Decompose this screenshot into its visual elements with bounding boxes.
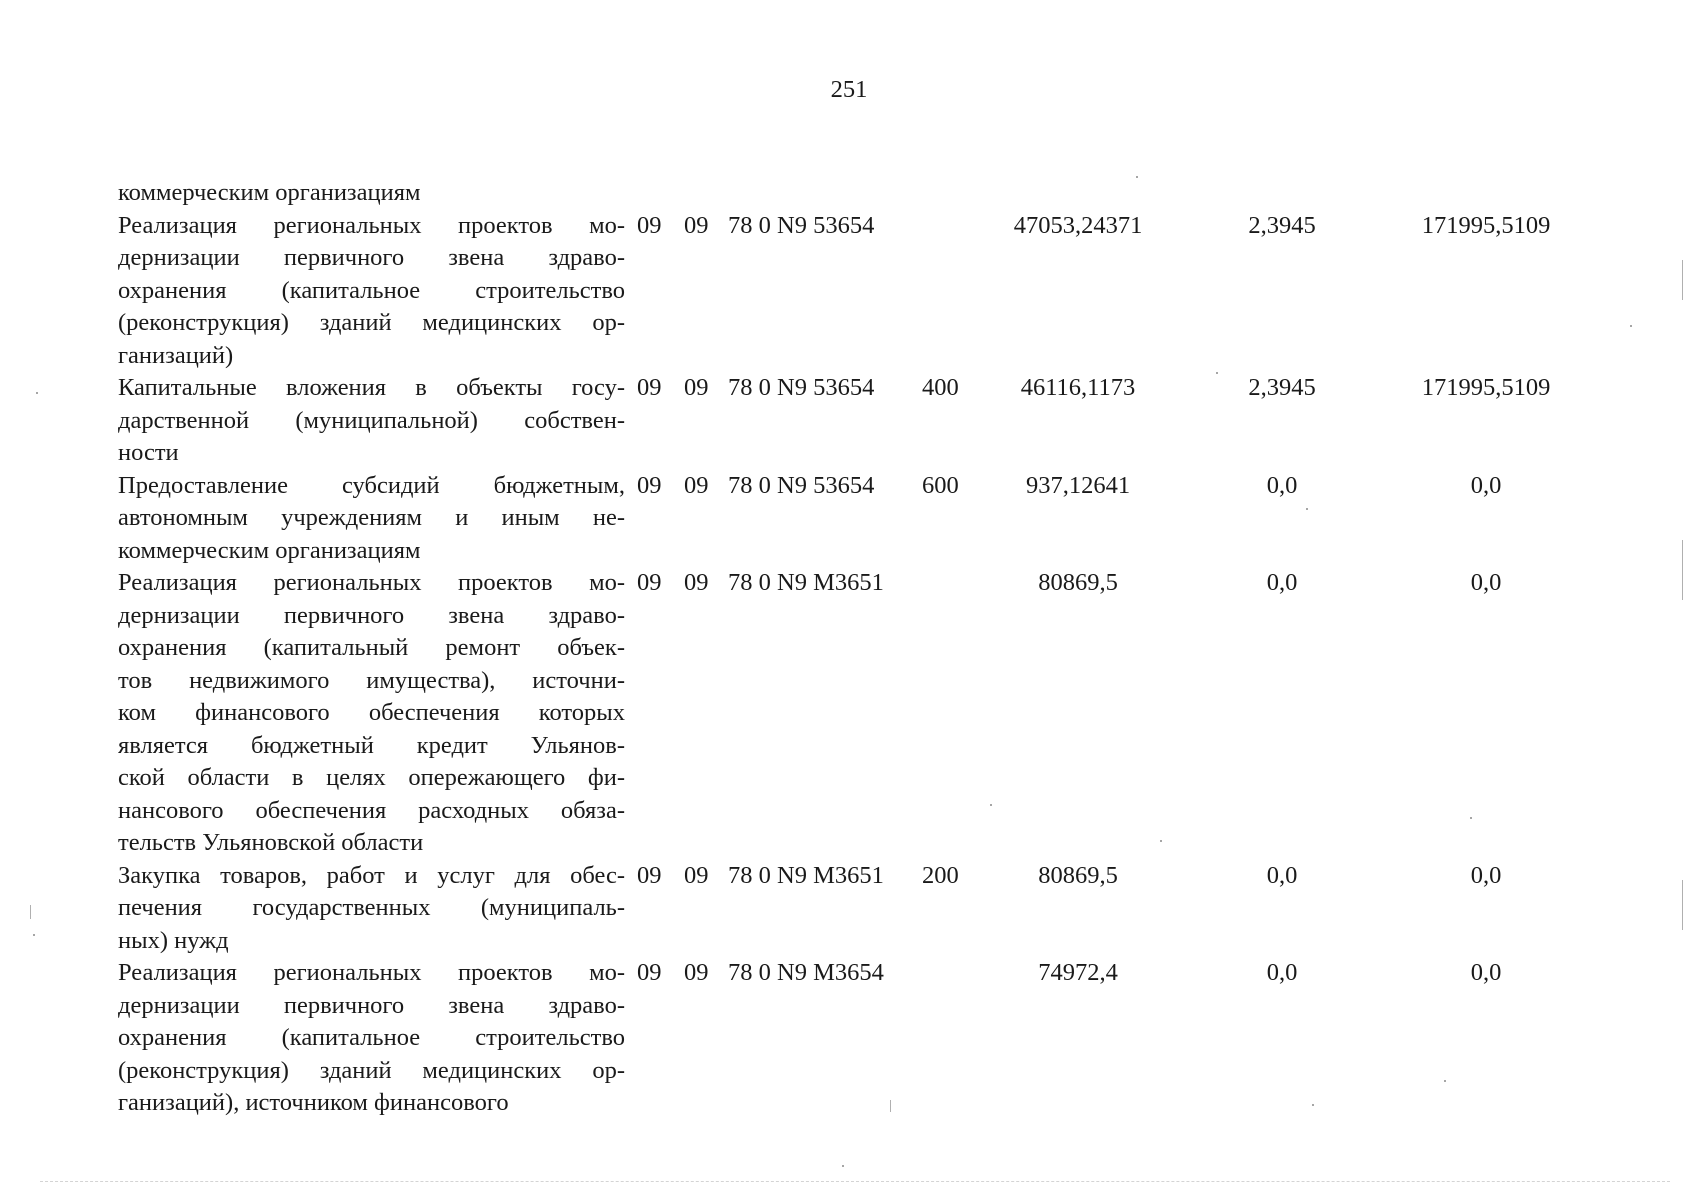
row-csr-cell: 78 0 N9 M3651 bbox=[728, 861, 884, 889]
row-name-line: (реконструкция) зданий медицинских ор- bbox=[118, 1056, 625, 1084]
row-name-line: ганизаций), источником финансового bbox=[118, 1089, 509, 1116]
table-row bbox=[118, 860, 1586, 958]
row-sum1-cell: 80869,5 bbox=[1038, 861, 1118, 889]
row-vr-cell: 200 bbox=[922, 861, 959, 889]
row-rz-cell: 09 bbox=[637, 211, 662, 239]
row-vr-cell bbox=[922, 957, 978, 1120]
row-name-line: ской области в целях опережающего фи- bbox=[118, 764, 625, 791]
row-pr-cell: 09 bbox=[684, 471, 709, 499]
table-row bbox=[118, 210, 1586, 373]
scan-speck bbox=[1444, 1080, 1446, 1082]
row-sum1-cell: 80869,5 bbox=[1038, 569, 1118, 596]
row-name-line: ганизаций) bbox=[118, 341, 234, 369]
row-name-line: ности bbox=[118, 439, 179, 466]
row-name-line: нансового обеспечения расходных обяза- bbox=[118, 796, 625, 824]
row-csr-cell: 78 0 N9 53654 bbox=[728, 211, 875, 239]
row-sum1-cell: 74972,4 bbox=[1038, 959, 1118, 986]
row-sum1-cell bbox=[978, 177, 1178, 210]
row-sum2-cell: 2,3945 bbox=[1248, 374, 1316, 401]
row-name-line: дернизации первичного звена здраво- bbox=[118, 991, 625, 1019]
row-sum2-cell: 0,0 bbox=[1266, 861, 1298, 889]
scan-edge-mark bbox=[1682, 540, 1683, 600]
row-name-line: является бюджетный кредит Ульянов- bbox=[118, 731, 625, 759]
table-body bbox=[118, 177, 1586, 1120]
scan-speck bbox=[1136, 176, 1138, 178]
row-csr-cell: 78 0 N9 53654 bbox=[728, 471, 875, 499]
row-name-line: коммерческим организациям bbox=[118, 536, 421, 564]
scan-speck bbox=[842, 1165, 844, 1167]
row-vr-cell: 600 bbox=[922, 471, 959, 499]
row-sum1-cell: 937,12641 bbox=[1025, 471, 1131, 499]
scan-speck bbox=[36, 392, 38, 394]
scan-speck bbox=[1312, 1104, 1314, 1106]
table-row bbox=[118, 567, 1586, 860]
row-sum2-cell: 0,0 bbox=[1266, 471, 1298, 499]
row-pr-cell: 09 bbox=[684, 211, 709, 239]
row-sum3-cell: 0,0 bbox=[1470, 569, 1502, 596]
row-sum3-cell: 0,0 bbox=[1470, 861, 1502, 889]
row-rz-cell: 09 bbox=[637, 374, 662, 401]
row-sum3-cell bbox=[1386, 177, 1586, 210]
budget-allocation-table bbox=[118, 177, 1586, 1120]
row-name-line: охранения (капитальное строительство bbox=[118, 1024, 625, 1051]
row-name-line: Реализация региональных проектов мо- bbox=[118, 569, 625, 596]
scan-speck bbox=[1160, 840, 1162, 842]
row-name-line: Реализация региональных проектов мо- bbox=[118, 959, 625, 986]
row-rz-cell: 09 bbox=[637, 471, 662, 499]
row-sum3-cell: 171995,5109 bbox=[1421, 374, 1551, 401]
row-sum1-cell: 47053,24371 bbox=[1013, 211, 1143, 239]
row-name-line: дернизации первичного звена здраво- bbox=[118, 601, 625, 629]
row-csr-cell: 78 0 N9 M3654 bbox=[728, 959, 884, 986]
row-name-line: Реализация региональных проектов мо- bbox=[118, 211, 625, 239]
row-pr-cell: 09 bbox=[684, 861, 709, 889]
row-name-cell bbox=[118, 567, 625, 860]
row-name-cell bbox=[118, 957, 625, 1120]
scan-speck bbox=[1216, 372, 1218, 374]
row-sum2-cell: 0,0 bbox=[1266, 569, 1298, 596]
table-row bbox=[118, 372, 1586, 470]
scan-edge-mark bbox=[1682, 260, 1683, 300]
row-sum2-cell: 0,0 bbox=[1266, 959, 1298, 986]
row-name-line: тов недвижимого имущества), источни- bbox=[118, 666, 625, 694]
table-row bbox=[118, 470, 1586, 568]
row-name-line: дернизации первичного звена здраво- bbox=[118, 244, 625, 271]
row-csr-cell: 78 0 N9 M3651 bbox=[728, 569, 884, 596]
scan-speck bbox=[1630, 325, 1632, 327]
scan-speck bbox=[33, 934, 35, 936]
row-pr-cell: 09 bbox=[684, 374, 709, 401]
row-pr-cell: 09 bbox=[684, 569, 709, 596]
row-name-line: ных) нужд bbox=[118, 926, 229, 954]
row-name-line: охранения (капитальное строительство bbox=[118, 276, 625, 304]
row-vr-cell bbox=[922, 210, 978, 373]
scan-speck bbox=[990, 804, 992, 806]
row-rz-cell: 09 bbox=[637, 861, 662, 889]
row-sum3-cell: 171995,5109 bbox=[1421, 211, 1551, 239]
row-vr-cell: 400 bbox=[922, 374, 959, 401]
scan-dashed-line bbox=[40, 1181, 1670, 1182]
scan-edge-mark bbox=[30, 905, 31, 919]
row-name-line: охранения (капитальный ремонт объек- bbox=[118, 634, 625, 661]
table-row bbox=[118, 957, 1586, 1120]
row-sum2-cell: 2,3945 bbox=[1248, 211, 1316, 239]
row-name-line: Предоставление субсидий бюджетным, bbox=[118, 471, 625, 499]
row-name-line: Закупка товаров, работ и услуг для обес- bbox=[118, 861, 625, 889]
row-sum3-cell: 0,0 bbox=[1470, 471, 1502, 499]
row-name-line: Капитальные вложения в объекты госу- bbox=[118, 374, 625, 401]
scan-edge-mark bbox=[1682, 880, 1683, 930]
row-pr-cell bbox=[684, 177, 728, 210]
row-name-cell bbox=[118, 210, 625, 373]
row-sum3-cell: 0,0 bbox=[1470, 959, 1502, 986]
row-name-line: (реконструкция) зданий медицинских ор- bbox=[118, 309, 625, 336]
row-name-line: печения государственных (муниципаль- bbox=[118, 894, 625, 921]
row-name-line: дарственной (муниципальной) собствен- bbox=[118, 406, 625, 434]
row-rz-cell: 09 bbox=[637, 569, 662, 596]
row-pr-cell: 09 bbox=[684, 959, 709, 986]
table-row bbox=[118, 177, 1586, 210]
scan-speck bbox=[1306, 508, 1308, 510]
page-number: 251 bbox=[830, 76, 868, 103]
row-name-line: автономным учреждениям и иным не- bbox=[118, 504, 625, 531]
row-name-cell bbox=[118, 372, 625, 470]
row-vr-cell bbox=[922, 567, 978, 860]
row-name-line: ком финансового обеспечения которых bbox=[118, 699, 625, 726]
scan-edge-mark bbox=[890, 1100, 891, 1112]
row-sum1-cell: 46116,1173 bbox=[1020, 374, 1136, 401]
row-sum2-cell bbox=[1178, 177, 1386, 210]
row-name-cell bbox=[118, 177, 625, 210]
row-name-line: коммерческим организациям bbox=[118, 179, 421, 206]
row-csr-cell: 78 0 N9 53654 bbox=[728, 374, 875, 401]
row-rz-cell bbox=[625, 177, 684, 210]
row-csr-cell bbox=[728, 177, 922, 210]
row-rz-cell: 09 bbox=[637, 959, 662, 986]
scan-speck bbox=[1470, 817, 1472, 819]
row-name-cell bbox=[118, 860, 625, 958]
row-vr-cell bbox=[922, 177, 978, 210]
row-name-cell bbox=[118, 470, 625, 568]
row-name-line: тельств Ульяновской области bbox=[118, 829, 424, 856]
